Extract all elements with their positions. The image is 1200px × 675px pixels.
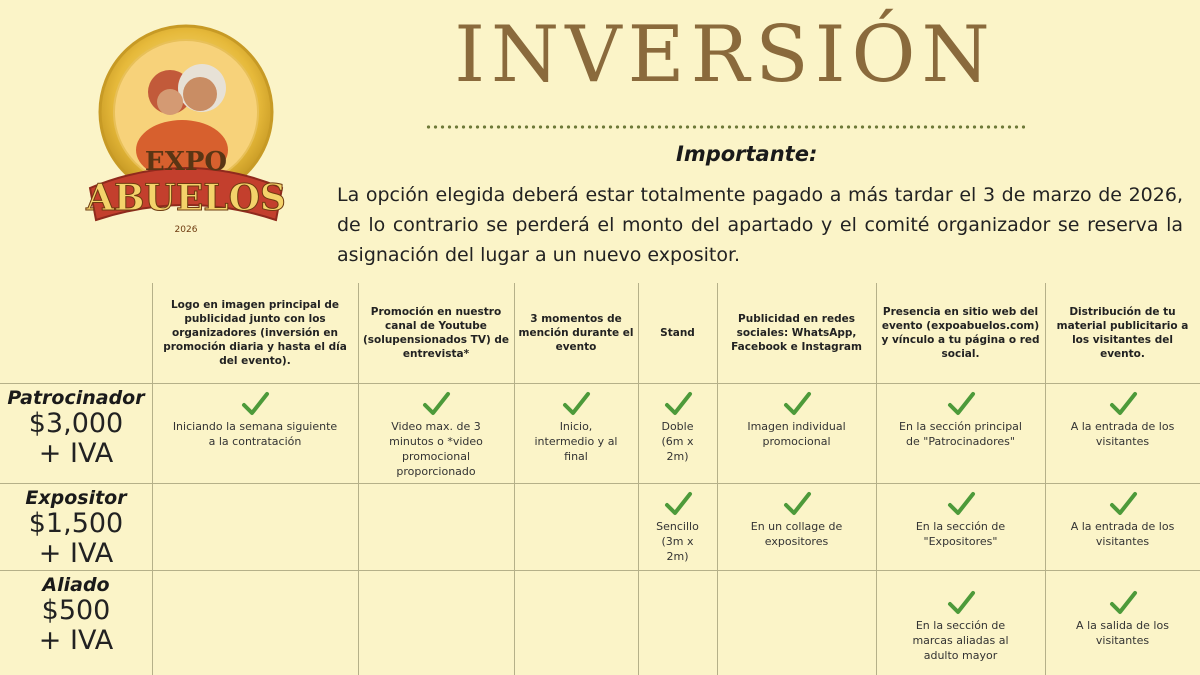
tier-price: $500 — [41, 595, 111, 626]
tier-tax-note: + IVA — [38, 538, 114, 569]
checkmark-icon — [240, 391, 270, 417]
important-label: Importante: — [676, 142, 818, 166]
benefit-text: En un collage de expositores — [750, 520, 843, 548]
column-header: Logo en imagen principal de publicidad junto con los organizadores (inversión en promoción diaria y hasta el día del evento). — [163, 299, 347, 367]
benefit-cell — [1045, 491, 1200, 549]
benefit-text: Doble (6m x 2m) — [661, 420, 694, 463]
checkmark-icon — [946, 491, 976, 517]
table-row-divider — [0, 483, 1200, 484]
logo-emblem — [70, 20, 302, 240]
table-row-divider — [0, 570, 1200, 571]
expo-abuelos-logo — [70, 20, 302, 240]
tier-price: $1,500 — [28, 508, 124, 539]
benefit-text: En la sección de marcas aliadas al adulto mayor — [912, 619, 1009, 662]
row-header-patrocinador — [0, 387, 152, 469]
tier-name: Aliado — [42, 574, 110, 596]
checkmark-icon — [946, 391, 976, 417]
benefit-cell — [152, 391, 358, 449]
tier-tax-note: + IVA — [38, 625, 114, 656]
column-header: Publicidad en redes sociales: WhatsApp, Facebook e Instagram — [731, 313, 862, 353]
payment-notice: La opción elegida deberá estar totalmente pagado a más tardar el 3 de marzo de 2026, de lo contrario se perderá el monto del apartado y el comité organizador se reserva la asignación del lugar a un nuevo expositor. — [337, 184, 1183, 266]
benefit-cell — [358, 391, 514, 479]
column-header: 3 momentos de mención durante el evento — [518, 313, 634, 353]
benefit-text: A la entrada de los visitantes — [1070, 420, 1175, 448]
checkmark-icon — [561, 391, 591, 417]
benefit-cell — [514, 391, 638, 464]
benefit-cell — [717, 391, 876, 449]
checkmark-icon — [1108, 590, 1138, 616]
benefit-text: En la sección de "Expositores" — [915, 520, 1006, 548]
checkmark-icon — [782, 491, 812, 517]
benefit-cell — [876, 590, 1045, 663]
benefit-cell — [876, 391, 1045, 449]
row-header-expositor — [0, 487, 152, 569]
benefit-text: A la salida de los visitantes — [1076, 619, 1169, 647]
tier-name: Expositor — [25, 487, 127, 509]
tier-name: Patrocinador — [7, 387, 145, 409]
checkmark-icon — [663, 391, 693, 417]
checkmark-icon — [1108, 491, 1138, 517]
benefit-text: Iniciando la semana siguiente a la contratación — [172, 420, 338, 448]
column-header: Promoción en nuestro canal de Youtube (solupensionados TV) de entrevista* — [362, 306, 510, 360]
column-header: Stand — [660, 327, 695, 339]
checkmark-icon — [946, 590, 976, 616]
benefit-cell — [876, 491, 1045, 549]
logo-year: 2026 — [174, 225, 198, 235]
tier-tax-note: + IVA — [38, 438, 114, 469]
benefit-cell — [638, 491, 717, 564]
benefit-cell — [1045, 590, 1200, 648]
page-title: INVERSIÓN — [454, 10, 996, 100]
tier-price: $3,000 — [28, 408, 124, 439]
checkmark-icon — [1108, 391, 1138, 417]
logo-line1: EXPO — [144, 147, 228, 177]
benefit-text: A la entrada de los visitantes — [1070, 520, 1175, 548]
column-header: Distribución de tu material publicitario a los visitantes del evento. — [1056, 306, 1189, 360]
benefit-cell — [717, 491, 876, 549]
table-row-divider — [0, 383, 1200, 384]
benefit-cell — [638, 391, 717, 464]
column-header: Presencia en sitio web del evento (expoabuelos.com) y vínculo a tu página o red social. — [881, 306, 1040, 360]
benefit-text: En la sección principal de "Patrocinadores" — [899, 420, 1022, 448]
checkmark-icon — [663, 491, 693, 517]
benefit-text: Inicio, intermedio y al final — [534, 420, 618, 463]
benefit-text: Sencillo (3m x 2m) — [656, 520, 699, 563]
benefit-text: Imagen individual promocional — [747, 420, 846, 448]
benefit-cell — [1045, 391, 1200, 449]
logo-line2: ABUELOS — [86, 177, 286, 219]
checkmark-icon — [421, 391, 451, 417]
benefit-text: Video max. de 3 minutos o *video promocional proporcionado — [389, 420, 483, 478]
title-divider — [425, 124, 1025, 130]
checkmark-icon — [782, 391, 812, 417]
investment-table — [0, 283, 1200, 675]
row-header-aliado — [0, 574, 152, 656]
